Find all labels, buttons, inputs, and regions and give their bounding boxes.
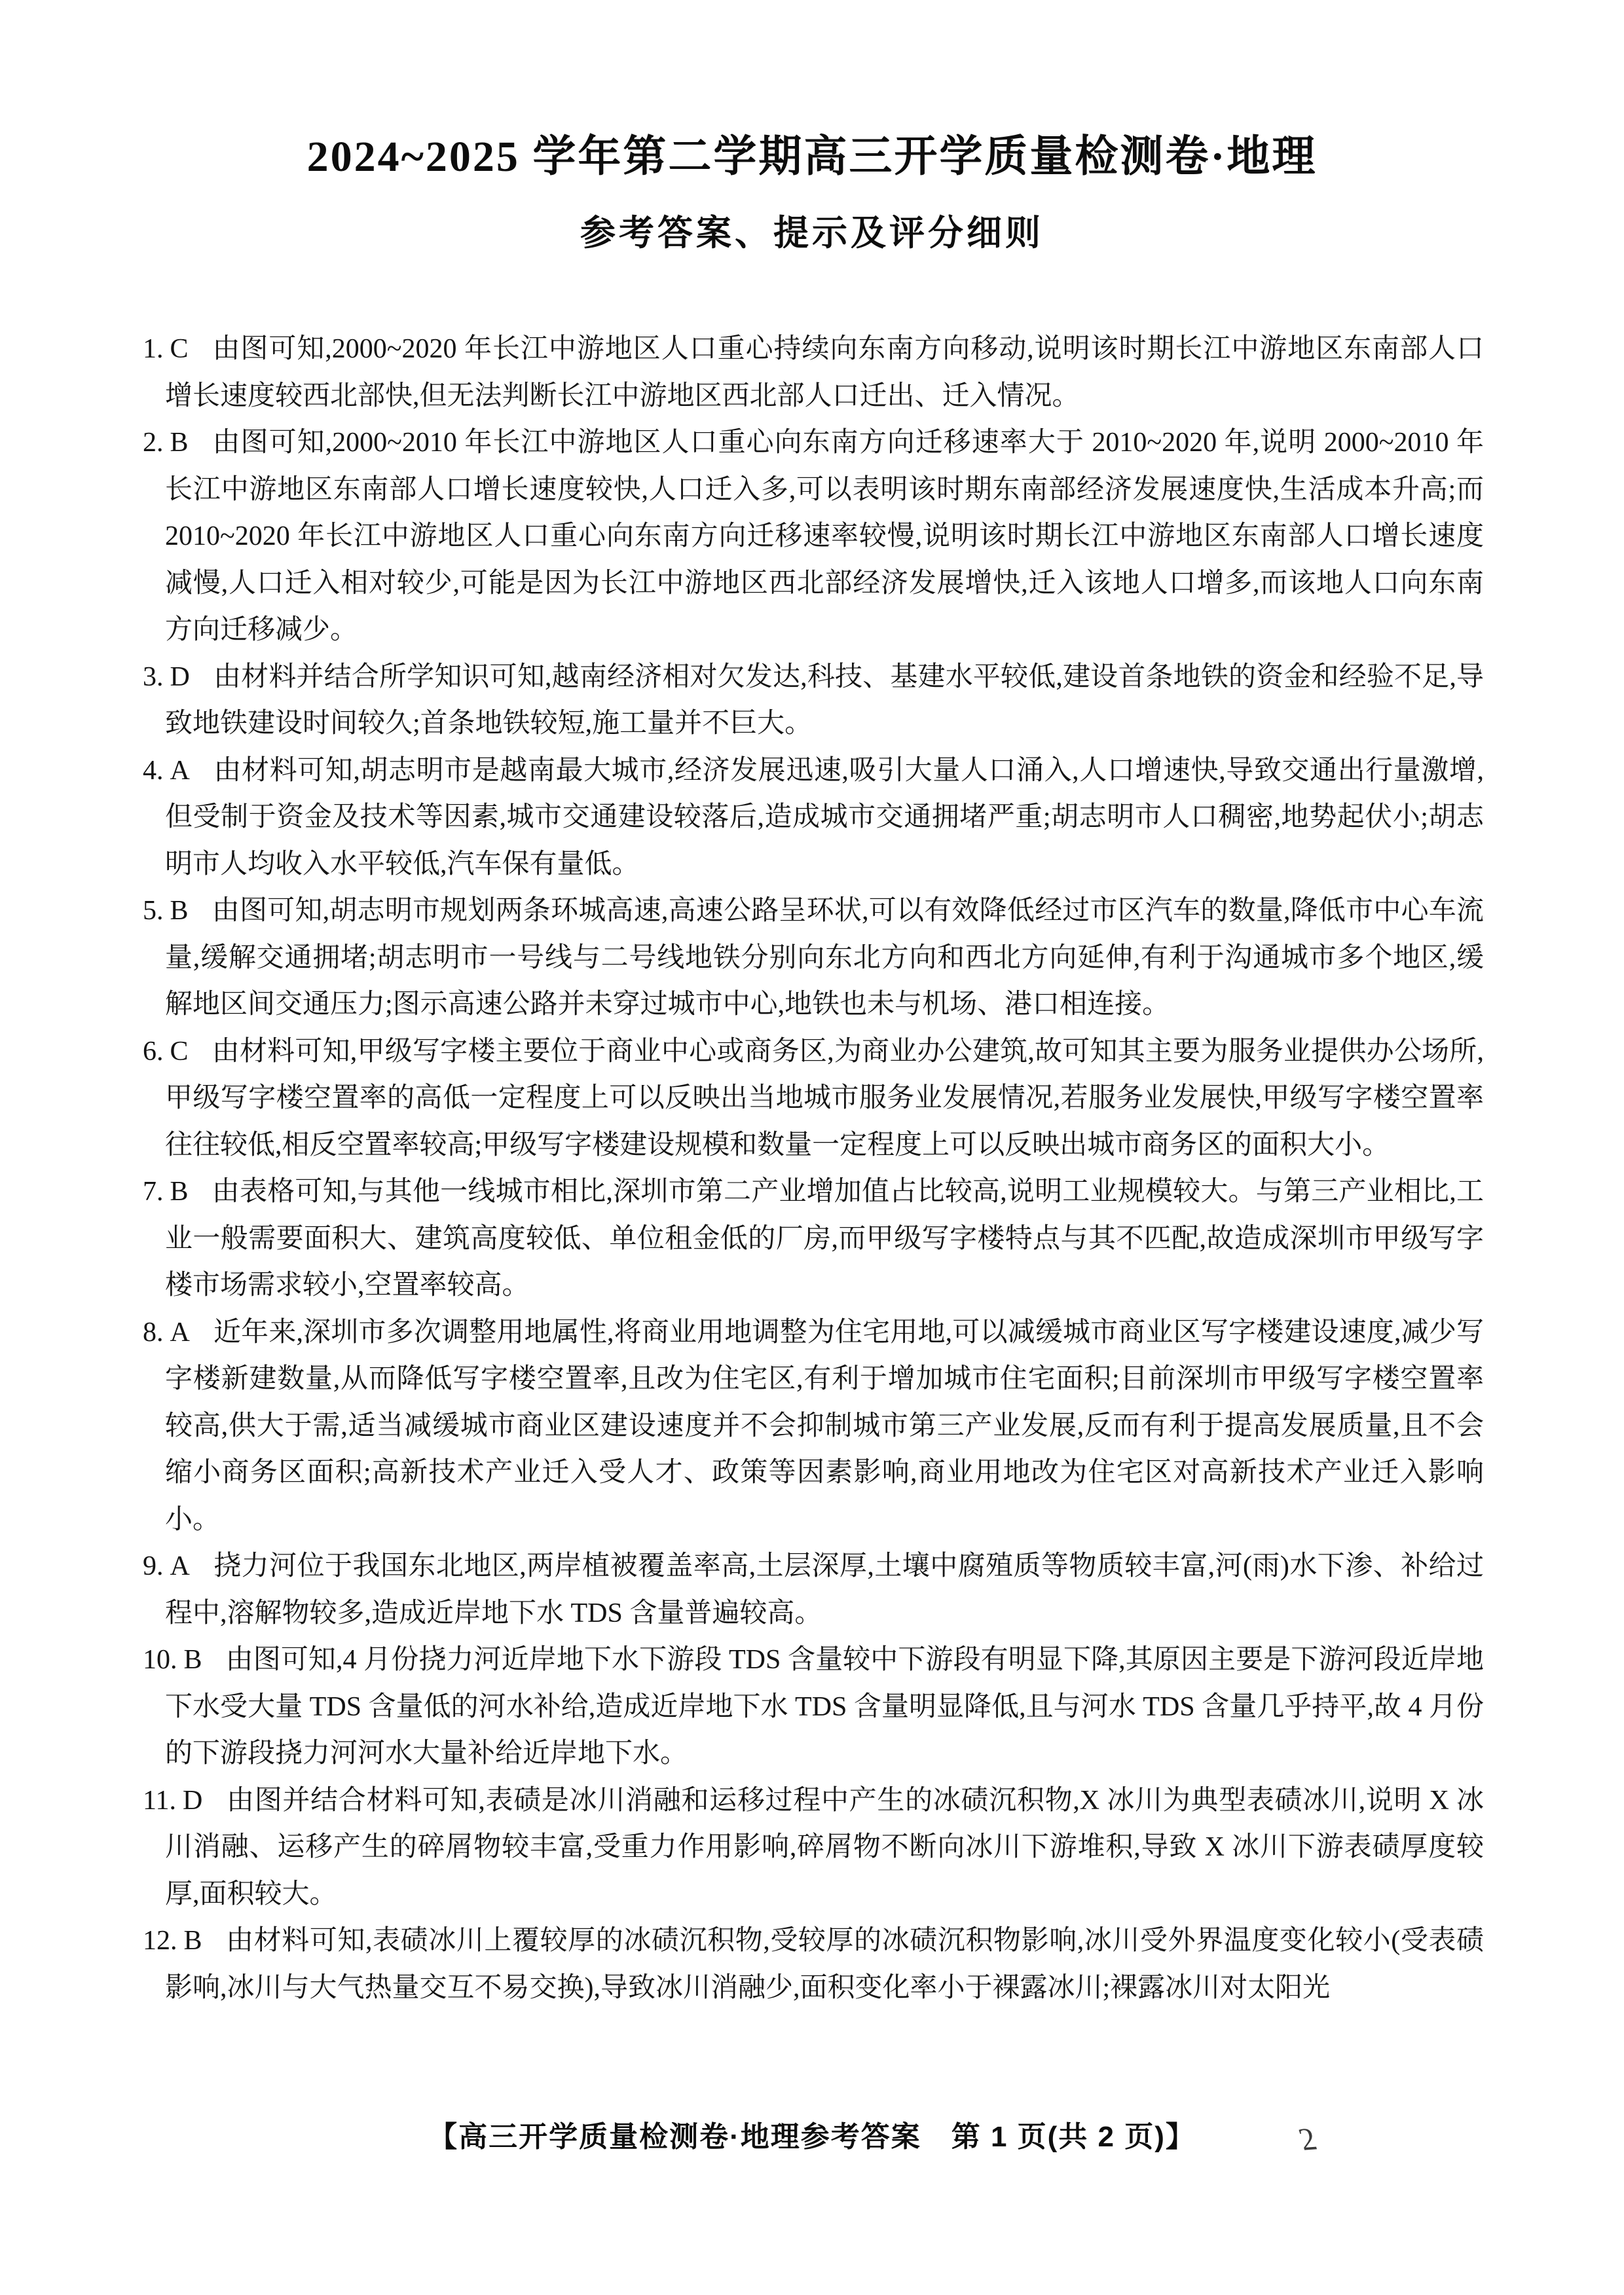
answer-number: 9. — [143, 1551, 164, 1581]
answer-text: 由图并结合材料可知,表碛是冰川消融和运移过程中产生的冰碛沉积物,X 冰川为典型表碛冰川,说明 X 冰川消融、运移产生的碎屑物较丰富,受重力作用影响,碎屑物不断向冰川下游堆积,导致 X 冰川下游表碛厚度较厚,面积较大。 — [165, 1785, 1484, 1909]
answer-number: 10. — [143, 1645, 177, 1675]
answer-number: 3. — [143, 661, 164, 692]
answer-number: 7. — [143, 1177, 164, 1207]
answer-number: 8. — [143, 1317, 164, 1348]
answer-item-5 — [143, 888, 1484, 1029]
answer-text: 由材料可知,胡志明市是越南最大城市,经济发展迅速,吸引大量人口涌入,人口增速快,导致交通出行量激增,但受制于资金及技术等因素,城市交通建设较落后,造成城市交通拥堵严重;胡志明市人口稠密,地势起伏小;胡志明市人均收入水平较低,汽车保有量低。 — [165, 755, 1484, 879]
answer-choice: C — [170, 334, 189, 364]
answer-text: 由图可知,胡志明市规划两条环城高速,高速公路呈环状,可以有效降低经过市区汽车的数量,降低市中心车流量,缓解交通拥堵;胡志明市一号线与二号线地铁分别向东北方向和西北方向延伸,有利于沟通城市多个地区,缓解地区间交通压力;图示高速公路并未穿过城市中心,地铁也未与机场、港口相连接。 — [165, 896, 1484, 1019]
answer-text: 由材料并结合所学知识可知,越南经济相对欠发达,科技、基建水平较低,建设首条地铁的资金和经验不足,导致地铁建设时间较久;首条地铁较短,施工量并不巨大。 — [165, 661, 1484, 739]
answer-choice: A — [170, 1317, 190, 1348]
bleed-through-page-number: 2 — [1294, 2121, 1321, 2157]
answer-text: 由表格可知,与其他一线城市相比,深圳市第二产业增加值占比较高,说明工业规模较大。与第三产业相比,工业一般需要面积大、建筑高度较低、单位租金低的厂房,而甲级写字楼特点与其不匹配,故造成深圳市甲级写字楼市场需求较小,空置率较高。 — [165, 1177, 1484, 1300]
answer-choice: D — [170, 661, 190, 692]
answer-choice: B — [183, 1926, 202, 1956]
answer-item-11 — [143, 1778, 1484, 1919]
footer-text: 【高三开学质量检测卷·地理参考答案 第 1 页(共 2 页)】 — [428, 2121, 1196, 2153]
answer-item-8 — [143, 1310, 1484, 1544]
answer-number: 4. — [143, 755, 164, 786]
answer-item-7 — [143, 1169, 1484, 1310]
answer-choice: B — [170, 428, 189, 458]
answer-text: 近年来,深圳市多次调整用地属性,将商业用地调整为住宅用地,可以减缓城市商业区写字楼建设速度,减少写字楼新建数量,从而降低写字楼空置率,且改为住宅区,有利于增加城市住宅面积;目前深圳市甲级写字楼空置率较高,供大于需,适当减缓城市商业区建设速度并不会抑制城市第三产业发展,反而有利于提高发展质量,且不会缩小商务区面积;高新技术产业迁入受人才、政策等因素影响,商业用地改为住宅区对高新技术产业迁入影响小。 — [165, 1317, 1484, 1535]
answer-choice: B — [170, 896, 189, 926]
answer-item-12 — [143, 1918, 1484, 2011]
answer-text: 由材料可知,甲级写字楼主要位于商业中心或商务区,为商业办公建筑,故可知其主要为服务业提供办公场所,甲级写字楼空置率的高低一定程度上可以反映出当地城市服务业发展情况,若服务业发展快,甲级写字楼空置率往往较低,相反空置率较高;甲级写字楼建设规模和数量一定程度上可以反映出城市商务区的面积大小。 — [165, 1036, 1484, 1160]
answer-text: 由图可知,2000~2020 年长江中游地区人口重心持续向东南方向移动,说明该时期长江中游地区东南部人口增长速度较西北部快,但无法判断长江中游地区西北部人口迁出、迁入情况。 — [165, 334, 1484, 411]
answer-item-1 — [143, 326, 1484, 420]
answer-number: 12. — [143, 1926, 177, 1956]
answer-item-6 — [143, 1029, 1484, 1169]
answer-number: 5. — [143, 896, 164, 926]
answer-choice: D — [182, 1785, 203, 1816]
answer-choice: B — [183, 1645, 202, 1675]
answer-item-4 — [143, 748, 1484, 889]
answer-item-3 — [143, 654, 1484, 748]
answers-list — [143, 326, 1484, 2011]
answer-choice: A — [170, 1551, 190, 1581]
answer-choice: A — [170, 755, 190, 786]
answer-number: 11. — [143, 1785, 176, 1816]
answer-text: 由图可知,4 月份挠力河近岸地下水下游段 TDS 含量较中下游段有明显下降,其原因主要是下游河段近岸地下水受大量 TDS 含量低的河水补给,造成近岸地下水 TDS 含量明显降低,且与河水 TDS 含量几乎持平,故 4 月份的下游段挠力河河水大量补给近岸地下水。 — [165, 1645, 1484, 1769]
page-title: 2024~2025 学年第二学期高三开学质量检测卷·地理 — [306, 133, 1318, 181]
answer-choice: C — [170, 1036, 189, 1067]
answer-number: 6. — [143, 1036, 164, 1067]
answer-text: 由材料可知,表碛冰川上覆较厚的冰碛沉积物,受较厚的冰碛沉积物影响,冰川受外界温度变化较小(受表碛影响,冰川与大气热量交互不易交换),导致冰川消融少,面积变化率小于裸露冰川;裸露冰川对太阳光 — [165, 1926, 1484, 2003]
answer-text: 由图可知,2000~2010 年长江中游地区人口重心向东南方向迁移速率大于 2010~2020 年,说明 2000~2010 年长江中游地区东南部人口增长速度较快,人口迁入多,可以表明该时期东南部经济发展速度快,生活成本升高;而 2010~2020 年长江中游地区人口重心向东南方向迁移速率较慢,说明该时期长江中游地区东南部人口增长速度减慢,人口迁入相对较少,可能是因为长江中游地区西北部经济发展增快,迁入该地人口增多,而该地人口向东南方向迁移减少。 — [165, 428, 1484, 645]
answer-number: 1. — [143, 334, 164, 364]
answer-item-10 — [143, 1637, 1484, 1778]
answer-text: 挠力河位于我国东北地区,两岸植被覆盖率高,土层深厚,土壤中腐殖质等物质较丰富,河(雨)水下渗、补给过程中,溶解物较多,造成近岸地下水 TDS 含量普遍较高。 — [165, 1551, 1484, 1628]
answer-item-2 — [143, 420, 1484, 654]
page-subtitle: 参考答案、提示及评分细则 — [580, 213, 1044, 253]
answer-item-9 — [143, 1543, 1484, 1637]
answer-choice: B — [170, 1177, 189, 1207]
answer-number: 2. — [143, 428, 164, 458]
page-footer — [0, 2120, 1624, 2155]
